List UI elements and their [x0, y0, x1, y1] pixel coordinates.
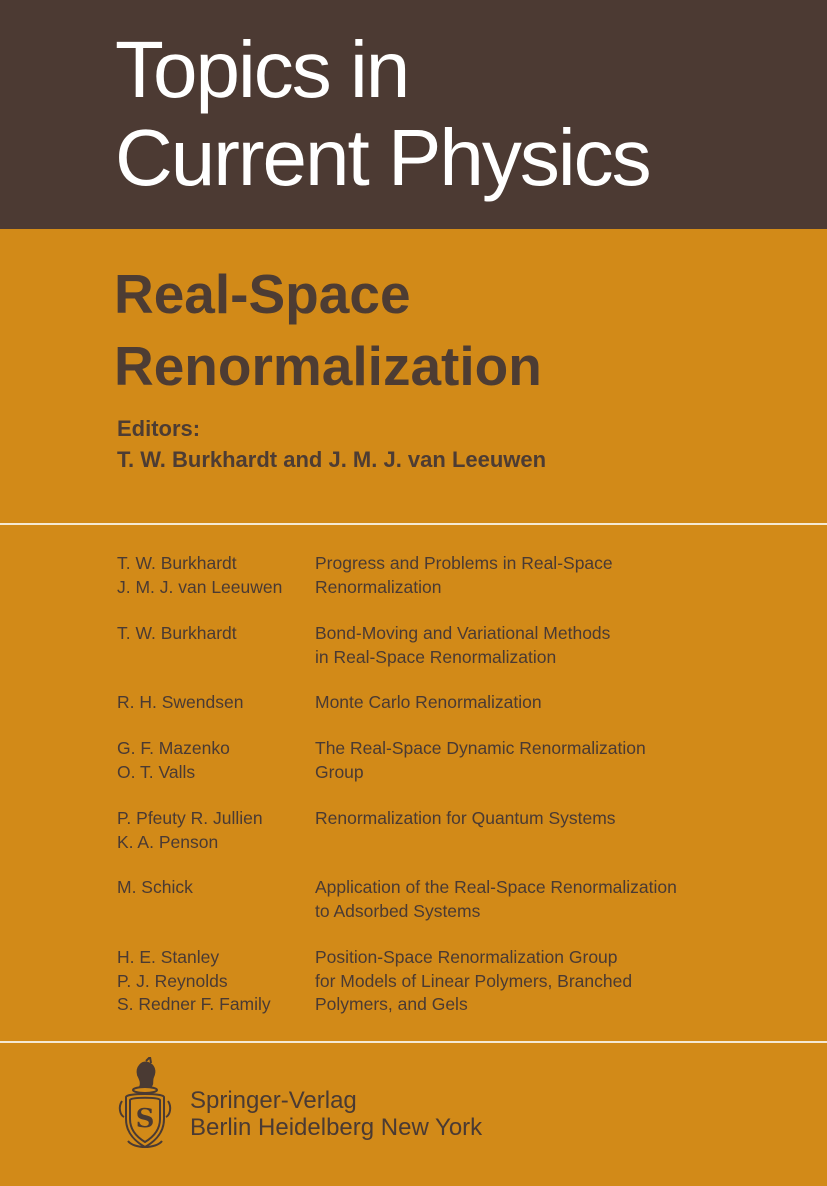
- entry-chapter-title: [315, 876, 795, 923]
- chapter-title-line: Application of the Real-Space Renormalization: [315, 877, 677, 897]
- author-line: P. J. Reynolds: [117, 970, 228, 991]
- bottom-divider: [0, 1041, 827, 1043]
- chapter-title-line: Renormalization for Quantum Systems: [315, 808, 616, 828]
- chapter-title-line: Monte Carlo Renormalization: [315, 692, 542, 712]
- entry-chapter-title: [315, 691, 795, 715]
- chapter-title-line: to Adsorbed Systems: [315, 900, 481, 921]
- author-line: S. Redner F. Family: [117, 994, 271, 1014]
- chapter-title-line: Position-Space Renormalization Group: [315, 947, 618, 967]
- svg-text:S: S: [135, 1104, 155, 1134]
- author-line: O. T. Valls: [117, 761, 196, 782]
- chapter-title-line: for Models of Linear Polymers, Branched: [315, 970, 633, 991]
- author-line: M. Schick: [117, 877, 193, 897]
- book-title-line-2: Renormalization: [114, 335, 542, 397]
- book-title-line-1: Real-Space: [114, 263, 411, 325]
- author-line: J. M. J. van Leeuwen: [117, 576, 283, 597]
- series-title-line-1: Topics in: [115, 25, 409, 114]
- chapter-title-line: The Real-Space Dynamic Renormalization: [315, 738, 646, 758]
- author-line: K. A. Penson: [117, 831, 219, 852]
- entry-authors: [117, 691, 312, 715]
- chapter-title-line: Group: [315, 761, 364, 782]
- top-divider: [0, 523, 827, 525]
- author-line: R. H. Swendsen: [117, 692, 244, 712]
- entry-chapter-title: [315, 807, 795, 831]
- author-line: G. F. Mazenko: [117, 738, 230, 758]
- entry-authors: [117, 946, 312, 1017]
- chapter-title-line: Renormalization: [315, 576, 442, 597]
- entry-authors: [117, 876, 312, 900]
- author-line: H. E. Stanley: [117, 947, 220, 967]
- entry-authors: [117, 622, 312, 646]
- editors-label: Editors:: [117, 416, 201, 441]
- entry-authors: [117, 552, 312, 599]
- entry-authors: [117, 807, 312, 854]
- publisher-name: Springer-Verlag: [190, 1087, 357, 1114]
- entry-chapter-title: [315, 552, 795, 599]
- entry-chapter-title: [315, 737, 795, 784]
- publisher-cities: Berlin Heidelberg New York: [190, 1114, 483, 1141]
- chapter-title-line: Progress and Problems in Real-Space: [315, 553, 613, 573]
- springer-knight-logo-icon: [116, 1057, 174, 1153]
- entry-chapter-title: [315, 622, 795, 669]
- editors-names: T. W. Burkhardt and J. M. J. van Leeuwen: [117, 447, 547, 472]
- entry-chapter-title: [315, 946, 795, 1017]
- chapter-title-line: Bond-Moving and Variational Methods: [315, 623, 611, 643]
- author-line: T. W. Burkhardt: [117, 623, 237, 643]
- series-title-line-2: Current Physics: [115, 113, 650, 202]
- author-line: T. W. Burkhardt: [117, 553, 237, 573]
- author-line: P. Pfeuty R. Jullien: [117, 808, 263, 828]
- series-band: [0, 0, 827, 229]
- entry-authors: [117, 737, 312, 784]
- chapter-title-line: in Real-Space Renormalization: [315, 646, 557, 667]
- chapter-title-line: Polymers, and Gels: [315, 994, 468, 1014]
